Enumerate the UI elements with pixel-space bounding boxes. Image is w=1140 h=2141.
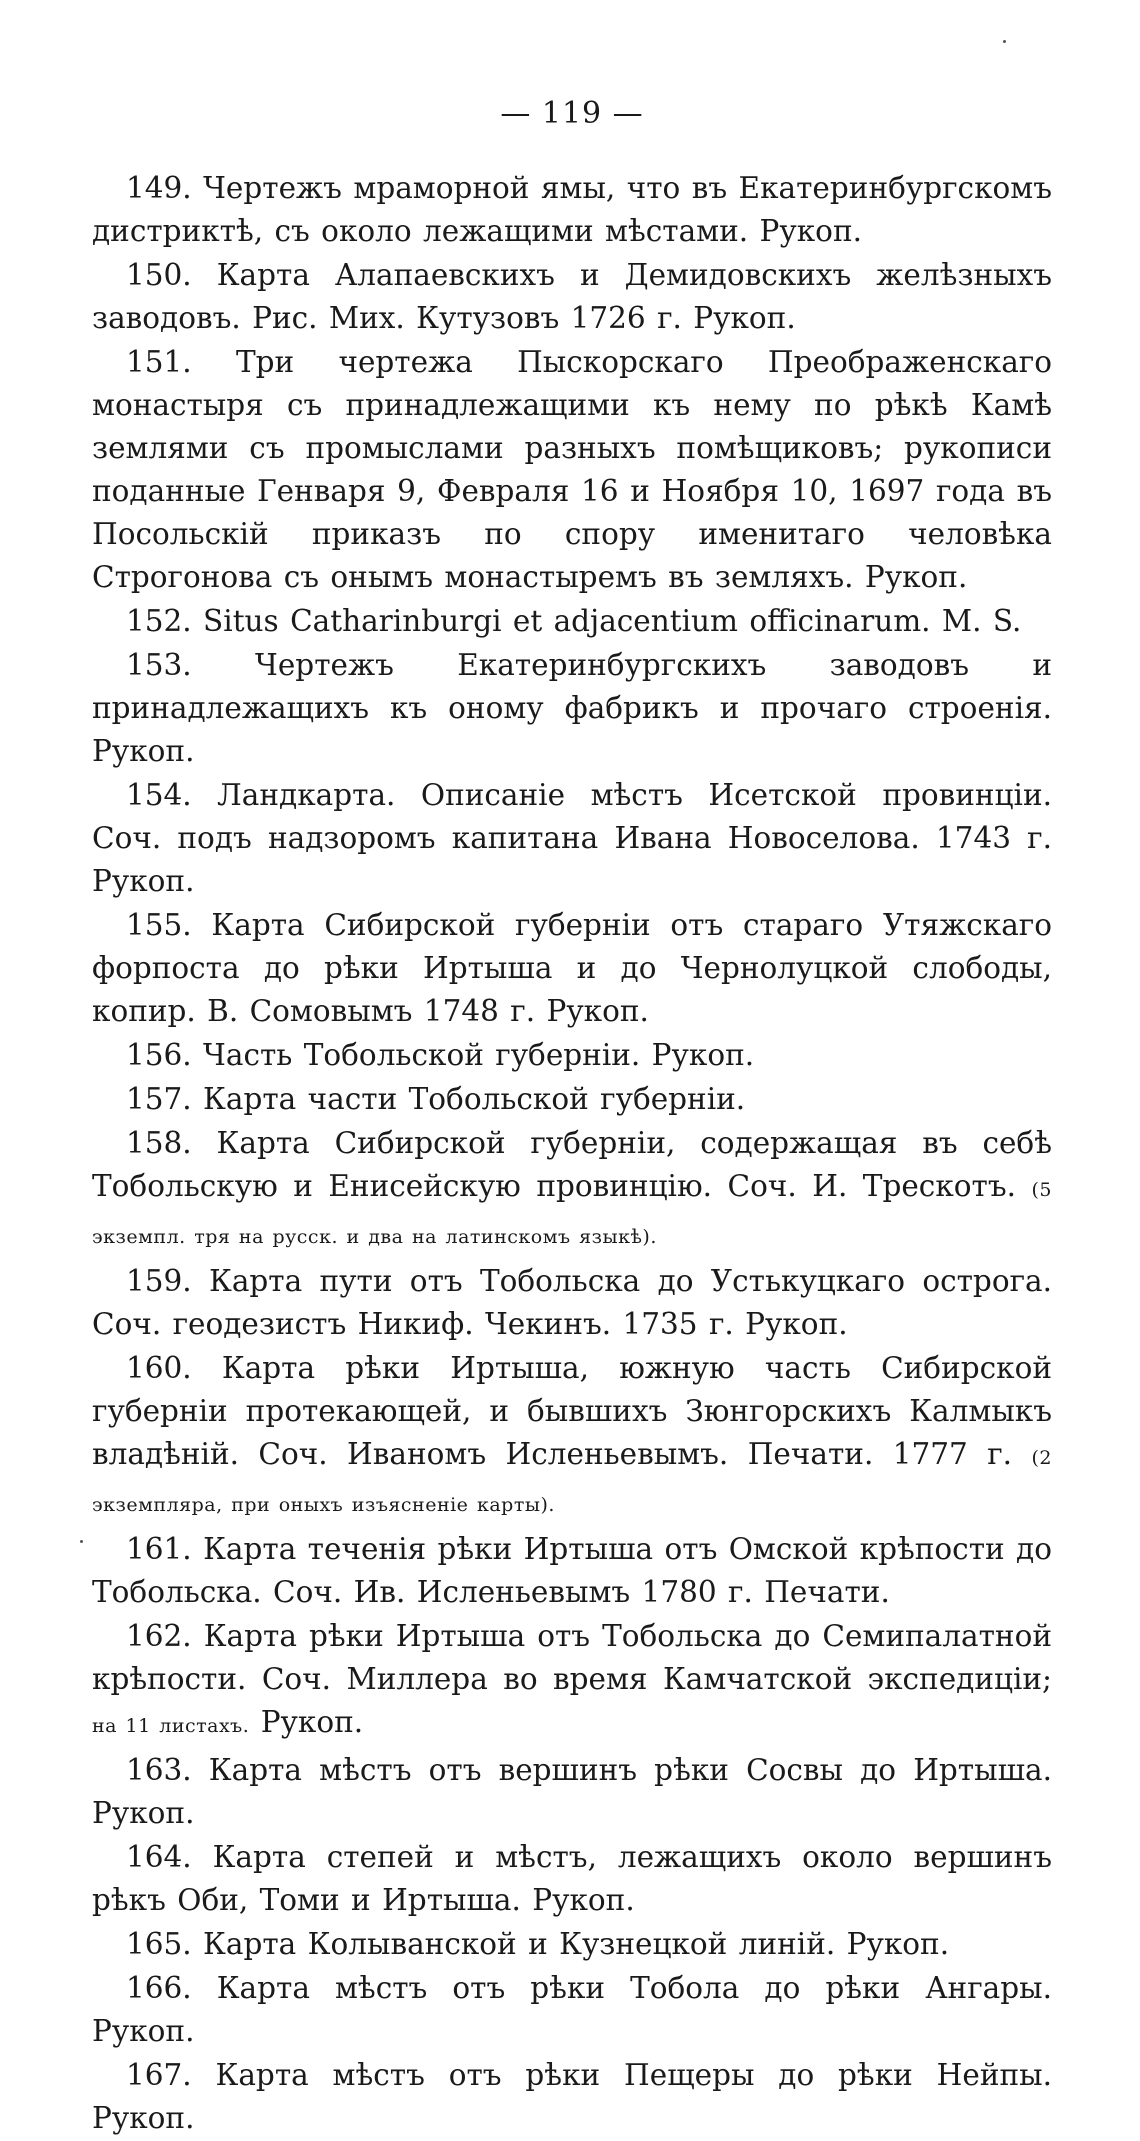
catalog-entry: 155. Карта Сибирской губерніи отъ стараго Утяжскаго форпоста до рѣки Иртыша и до Чернолуцкой слободы, копир. В. Сомовымъ 1748 г. Рукоп. xyxy=(92,908,1052,1028)
catalog-entry: 160. Карта рѣки Иртыша, южную часть Сибирской губерніи протекающей, и бывшихъ Зюнгорскихъ Калмыкъ владѣній. Соч. Иваномъ Исленьевымъ. Печати. 1777 г. (2 экземпляра, при оныхъ изъясненіе карты). xyxy=(92,1351,1052,1516)
catalog-entry: 163. Карта мѣстъ отъ вершинъ рѣки Сосвы до Иртыша. Рукоп. xyxy=(92,1753,1052,1830)
catalog-entry: 156. Часть Тобольской губерніи. Рукоп. xyxy=(126,1038,755,1072)
entry-note: (5 экземпл. тря на русск. и два на латинскомъ языкѣ). xyxy=(92,1179,1052,1248)
catalog-entry: 152. Situs Catharinburgi et adjacentium officinarum. M. S. xyxy=(126,604,1022,638)
catalog-entry: 161. Карта теченія рѣки Иртыша отъ Омской крѣпости до Тобольска. Соч. Ив. Исленьевымъ 1780 г. Печати. xyxy=(92,1532,1052,1609)
catalog-entry: 153. Чертежъ Екатеринбургскихъ заводовъ и принадлежащихъ къ оному фабрикъ и прочаго строенія. Рукоп. xyxy=(92,648,1052,768)
catalog-entry: 167. Карта мѣстъ отъ рѣки Пещеры до рѣки Нейпы. Рукоп. xyxy=(92,2058,1052,2135)
catalog-entry: 159. Карта пути отъ Тобольска до Устькуцкаго острога. Соч. геодезистъ Никиф. Чекинъ. 1735 г. Рукоп. xyxy=(92,1264,1052,1341)
document-page xyxy=(92,96,1052,2141)
catalog-entry: 158. Карта Сибирской губерніи, содержащая въ себѣ Тобольскую и Енисейскую провинцію. Соч. И. Трескотъ. (5 экземпл. тря на русск. и два на латинскомъ языкѣ). xyxy=(92,1126,1052,1248)
catalog-entry: 149. Чертежъ мраморной ямы, что въ Екатеринбургскомъ дистриктѣ, съ около лежащими мѣстами. Рукоп. xyxy=(92,171,1052,248)
catalog-entry: 162. Карта рѣки Иртыша отъ Тобольска до Семипалатной крѣпости. Соч. Миллера во время Камчатской экспедиціи; на 11 листахъ. Рукоп. xyxy=(92,1619,1052,1739)
catalog-entry: 151. Три чертежа Пыскорскаго Преображенскаго монастыря съ принадлежащими къ нему по рѣкѣ Камѣ землями съ промыслами разныхъ помѣщиковъ; рукописи поданные Генваря 9, Февраля 16 и Ноября 10, 1697 года въ Посольскій приказъ по спору именитаго человѣка Строгонова съ онымъ монастыремъ въ земляхъ. Рукоп. xyxy=(92,345,1052,594)
page-number: — 119 — xyxy=(500,96,644,131)
catalog-entry: 154. Ландкарта. Описаніе мѣстъ Исетской провинціи. Соч. подъ надзоромъ капитана Ивана Новоселова. 1743 г. Рукоп. xyxy=(92,778,1052,898)
entry-note: на 11 листахъ. xyxy=(92,1715,250,1737)
catalog-entry: 157. Карта части Тобольской губерніи. xyxy=(126,1082,746,1116)
catalog-entry: 165. Карта Колыванской и Кузнецкой линій. Рукоп. xyxy=(126,1927,950,1961)
print-speck xyxy=(80,1540,83,1543)
print-speck xyxy=(1003,40,1006,43)
catalog-entry: 166. Карта мѣстъ отъ рѣки Тобола до рѣки Ангары. Рукоп. xyxy=(92,1971,1052,2048)
catalog-entries xyxy=(92,167,1052,2140)
catalog-entry: 164. Карта степей и мѣстъ, лежащихъ около вершинъ рѣкъ Оби, Томи и Иртыша. Рукоп. xyxy=(92,1840,1052,1917)
catalog-entry: 150. Карта Алапаевскихъ и Демидовскихъ желѣзныхъ заводовъ. Рис. Мих. Кутузовъ 1726 г. Рукоп. xyxy=(92,258,1052,335)
entry-note: (2 экземпляра, при оныхъ изъясненіе карты). xyxy=(92,1447,1052,1516)
